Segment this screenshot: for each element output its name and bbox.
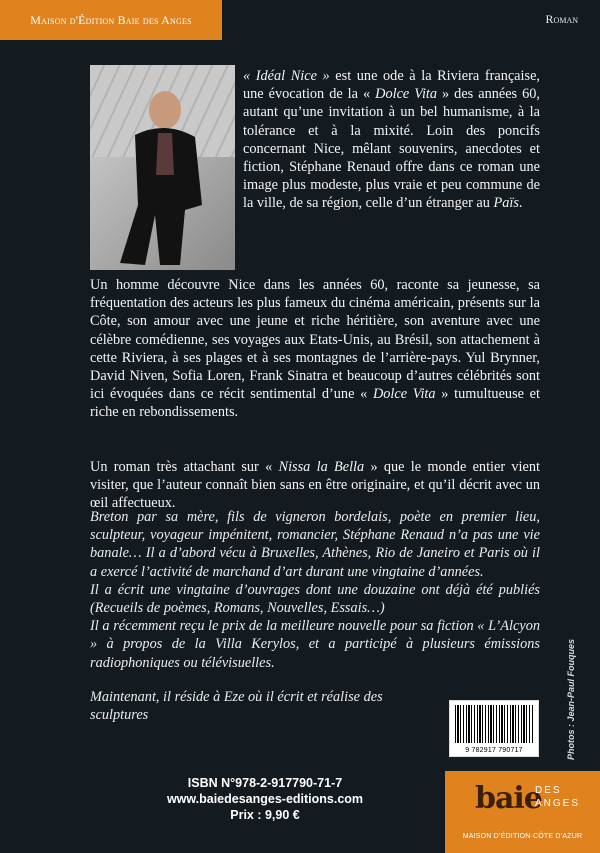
logo-des-anges: [535, 784, 595, 810]
closing-text-b: » que le monde entier vient visiter, que l’auteur connaît bien sans en être originaire, et qu’il décrit avec un œil affectueux.: [90, 459, 540, 512]
author-bio: [90, 508, 540, 672]
author-photo: [90, 65, 235, 270]
closing-text-a: Un roman très attachant sur «: [90, 459, 279, 475]
bio-text-1a: Breton par sa mère, fils de vigneron bordelais, poète en premier lieu, sculpteur, voyageur impénitent, romancier, Stéphane Renaud n’a pas une vie banale… Il a d’abord vécu à: [90, 509, 540, 562]
intro-text-a: est une ode à la Riviera française, une évocation de la «: [243, 68, 540, 103]
logo-tagline: MAISON D’ÉDITION·CÔTE D’AZUR: [462, 833, 583, 840]
summary-text-a: Un homme découvre Nice dans les années 60, raconte sa jeunesse, sa fréquentation des acteurs les plus fameux du cinéma américain, présents sur la Côte, son amour avec une jeune et riche héritière, son aventure avec une célèbre comédienne, ses voyages aux Etats-Unis, au Brésil, son attachement à cette Riviera, à ses plages et à ses montagnes de l’arrière-pays. Yul Brynner, David Niven, Sofia Loren, Frank Sinatra et beaucoup d’autres célébrités sont ici évoquées dans ce récit sentimental d’une «: [90, 277, 540, 403]
price: Prix : 9,90 €: [230, 808, 300, 822]
barcode-digits: 9 782917 790717: [465, 747, 523, 754]
photo-credit: Photos : Jean-Paul Fouques: [566, 638, 576, 760]
isbn-barcode: [449, 700, 539, 757]
logo-anges: ANGES: [535, 798, 581, 809]
logo-baie: baie: [475, 781, 542, 816]
summary-dolce-vita: Dolce Vita: [372, 386, 436, 403]
bio-paragraph-2: Il a écrit une vingtaine d’ouvrages dont une douzaine ont déjà été publiés (Recueils de poèmes, Romans, Nouvelles, Essais…): [90, 581, 540, 617]
isbn-number: ISBN N°978-2-917790-71-7: [187, 776, 343, 790]
bio-paragraph-4: Maintenant, il réside à Eze où il écrit et réalise des sculptures: [90, 689, 383, 724]
publisher-name: Maison d'Édition Baie des Anges: [30, 12, 192, 27]
intro-text-b: » des années 60, autant qu’une invitation à un bel humanisme, à la tolérance et à la mixité. Loin des poncifs concernant Nice, mêlant souvenirs, anecdotes et fiction, Stéphane Renaud offre dans ce roman une image plus modeste, plus vraie et peu commune de la ville, de sa région, celle d’un étranger au: [243, 86, 540, 212]
book-info: [140, 775, 390, 823]
intro-text-c: .: [518, 195, 523, 212]
publisher-banner: [0, 0, 222, 40]
publisher-logo: [445, 771, 600, 853]
genre-label: Roman: [545, 12, 578, 26]
author-figure-icon: [90, 65, 235, 270]
website-url: www.baiedesanges-editions.com: [166, 792, 364, 806]
closing-nissa: Nissa la Bella: [278, 459, 365, 475]
logo-des: DES: [535, 785, 562, 796]
bio-paragraph-3: Il a récemment reçu le prix de la meilleure nouvelle pour sa fiction « L’Alcyon » à propos de la Villa Kerylos, et a participé à plusieurs émissions radiophoniques ou télévisuelles.: [90, 618, 540, 671]
book-title-quoted: « Idéal Nice »: [243, 68, 330, 84]
barcode-bars: [455, 705, 533, 743]
intro-paragraph: [243, 67, 540, 213]
closing-paragraph: [90, 458, 540, 513]
summary-paragraph: [90, 276, 540, 422]
bio-paragraph-1: [90, 508, 540, 581]
bio-text-1b: Bruxelles, Athènes, Rio de Janeiro et Paris où il a exercé l’activité de marchand d’art durant une vingtaine d’années.: [90, 545, 540, 580]
summary-text-b: » tumultueuse et riche en rebondissements.: [90, 386, 541, 421]
intro-dolce-vita: Dolce Vita: [375, 86, 438, 103]
intro-pais: Païs: [493, 195, 519, 212]
